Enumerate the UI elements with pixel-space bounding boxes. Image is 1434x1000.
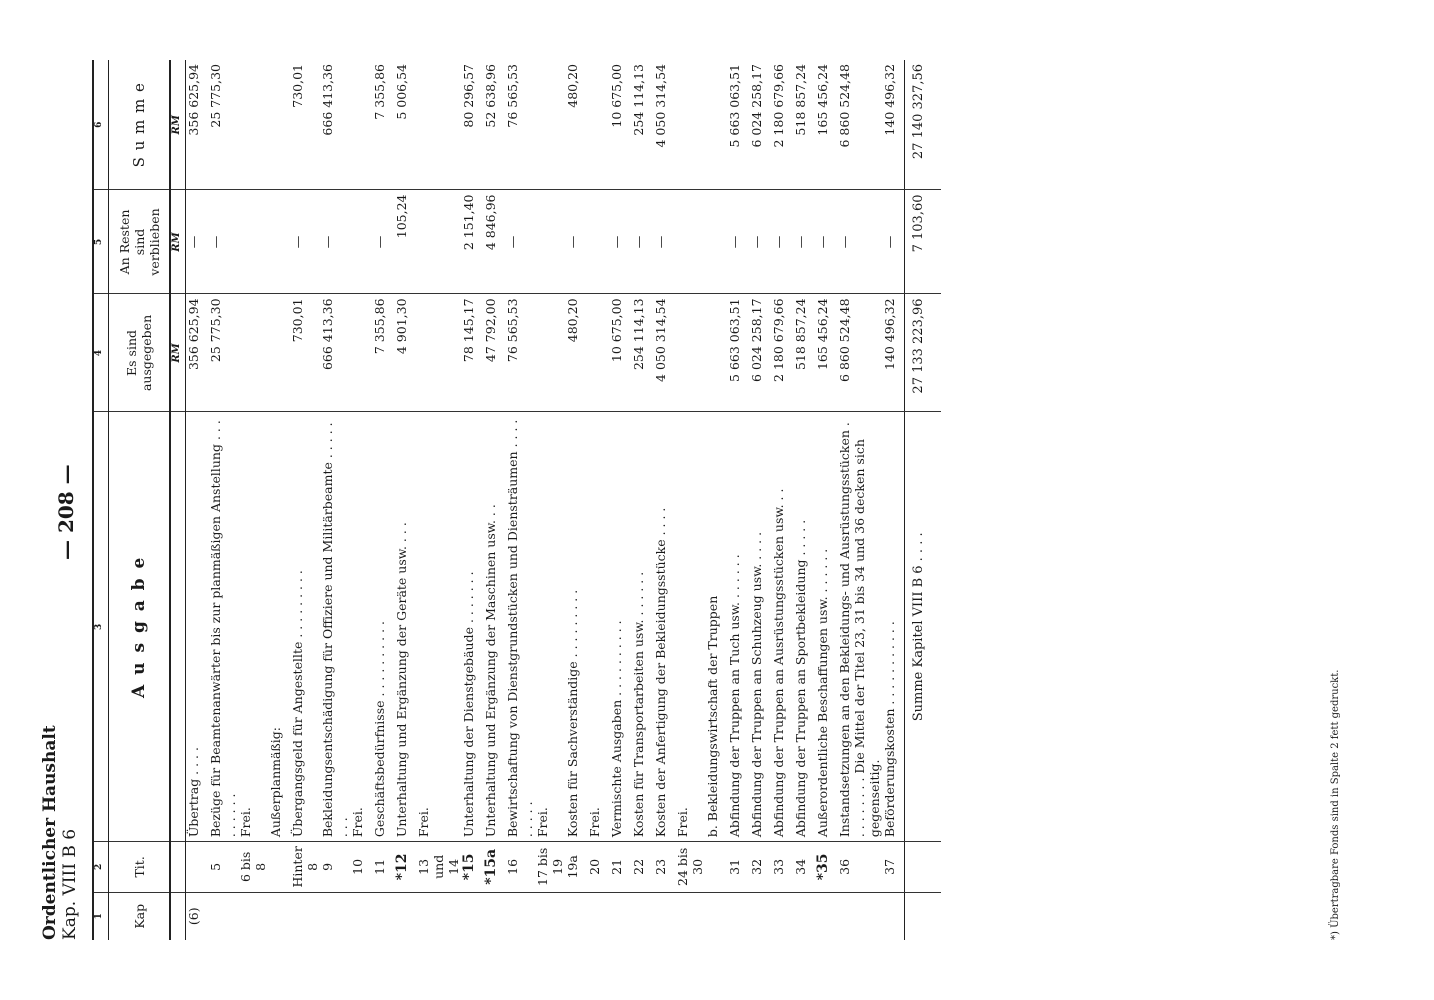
digitization-stamp bbox=[1418, 10, 1432, 410]
row-reste bbox=[535, 190, 565, 294]
row-kap bbox=[505, 892, 535, 940]
row-title-number: *15a bbox=[483, 842, 505, 892]
row-description: Frei. bbox=[675, 412, 705, 842]
row-title-number: 36 bbox=[837, 842, 882, 892]
row-description: b. Bekleidungswirtschaft der Truppen bbox=[705, 412, 727, 842]
row-ausgegeben: 356 625,94 bbox=[186, 294, 209, 412]
row-summe bbox=[268, 60, 290, 190]
row-ausgegeben: 76 565,53 bbox=[505, 294, 535, 412]
table-row bbox=[609, 60, 631, 940]
table-row bbox=[587, 60, 609, 940]
row-summe: 5 006,54 bbox=[394, 64, 409, 120]
row-title-number: 9 bbox=[320, 842, 350, 892]
row-kap bbox=[461, 892, 483, 940]
row-summe bbox=[705, 60, 727, 190]
row-title-number: 16 bbox=[505, 842, 535, 892]
header-tit: Tit. bbox=[109, 842, 171, 892]
table-row bbox=[793, 60, 815, 940]
row-ausgegeben bbox=[416, 294, 461, 412]
column-number: 1 bbox=[93, 892, 109, 940]
row-title-number: 19a bbox=[565, 842, 587, 892]
row-reste bbox=[238, 190, 268, 294]
row-ausgegeben bbox=[675, 294, 705, 412]
row-ausgegeben bbox=[350, 294, 372, 412]
row-kap bbox=[208, 892, 238, 940]
row-reste: — bbox=[631, 190, 653, 294]
row-reste: — bbox=[653, 190, 675, 294]
header-kap: Kap bbox=[109, 892, 171, 940]
row-kap bbox=[815, 892, 837, 940]
row-reste: — bbox=[290, 190, 320, 294]
document-title: Ordentlicher Haushalt bbox=[40, 725, 60, 940]
row-summe: 7 355,86 bbox=[372, 64, 387, 120]
row-summe: 25 775,30 bbox=[208, 64, 223, 128]
total-label: Summe Kapitel VIII B 6 . . . . bbox=[905, 412, 942, 842]
row-title-number: 10 bbox=[350, 842, 372, 892]
table-row bbox=[416, 60, 461, 940]
row-summe: 76 565,53 bbox=[505, 64, 520, 128]
row-summe: 666 413,36 bbox=[320, 64, 335, 136]
table-row bbox=[815, 60, 837, 940]
header-block bbox=[40, 725, 80, 940]
table-row bbox=[320, 60, 350, 940]
row-reste: — bbox=[208, 190, 238, 294]
chapter-subtitle: Kap. VIII B 6 bbox=[60, 828, 80, 940]
row-description: Übergangsgeld für Angestellte . . . . . . . . . bbox=[290, 412, 320, 842]
table-row bbox=[653, 60, 675, 940]
row-summe: 6 860 524,48 bbox=[837, 64, 852, 148]
table-row bbox=[565, 60, 587, 940]
table-row bbox=[837, 60, 882, 940]
row-reste bbox=[268, 190, 290, 294]
row-description: Abfindung der Truppen an Schuhzeug usw. . . . . bbox=[749, 412, 771, 842]
row-ausgegeben: 10 675,00 bbox=[609, 294, 631, 412]
table-row bbox=[208, 60, 238, 940]
row-title-number: 34 bbox=[793, 842, 815, 892]
row-title-number: 13 und 14 bbox=[416, 842, 461, 892]
row-kap: (6) bbox=[186, 892, 209, 940]
table-row bbox=[461, 60, 483, 940]
unit-label: RM bbox=[170, 190, 186, 294]
row-description: Bekleidungsentschädigung für Offiziere und Militärbeamte . . . . . . . . bbox=[320, 412, 350, 842]
row-summe: 2 180 679,66 bbox=[771, 64, 786, 148]
column-number-row bbox=[93, 60, 109, 940]
row-title-number: 20 bbox=[587, 842, 609, 892]
row-kap bbox=[793, 892, 815, 940]
row-summe bbox=[587, 60, 609, 190]
table-row bbox=[505, 60, 535, 940]
row-ausgegeben: 4 050 314,54 bbox=[653, 294, 675, 412]
table-row bbox=[727, 60, 749, 940]
table-row bbox=[705, 60, 727, 940]
row-reste bbox=[675, 190, 705, 294]
row-description: Bezüge für Beamtenanwärter bis zur planmäßigen Anstellung . . . . . . . . . bbox=[208, 412, 238, 842]
budget-table bbox=[92, 60, 941, 940]
row-title-number: *15 bbox=[461, 842, 483, 892]
row-kap bbox=[749, 892, 771, 940]
row-ausgegeben bbox=[587, 294, 609, 412]
row-kap bbox=[837, 892, 882, 940]
row-ausgegeben: 254 114,13 bbox=[631, 294, 653, 412]
row-title-number: 6 bis 8 bbox=[238, 842, 268, 892]
row-title-number: 21 bbox=[609, 842, 631, 892]
header-summe: S u m m e bbox=[109, 60, 171, 190]
row-kap bbox=[535, 892, 565, 940]
row-title-number: *35 bbox=[815, 842, 837, 892]
row-title-number: 31 bbox=[727, 842, 749, 892]
unit-label: RM bbox=[170, 60, 186, 190]
row-kap bbox=[653, 892, 675, 940]
row-reste: — bbox=[320, 190, 350, 294]
row-reste: 2 151,40 bbox=[461, 190, 483, 294]
row-ausgegeben bbox=[268, 294, 290, 412]
row-kap bbox=[587, 892, 609, 940]
table-row bbox=[350, 60, 372, 940]
row-description: Kosten für Transportarbeiten usw. . . . . . . bbox=[631, 412, 653, 842]
row-description: Frei. bbox=[535, 412, 565, 842]
row-ausgegeben bbox=[535, 294, 565, 412]
row-summe: 52 638,96 bbox=[483, 64, 498, 128]
row-summe: 6 024 258,17 bbox=[749, 64, 764, 148]
row-ausgegeben: 6 024 258,17 bbox=[749, 294, 771, 412]
row-reste: — bbox=[186, 190, 209, 294]
row-reste: — bbox=[727, 190, 749, 294]
row-kap bbox=[416, 892, 461, 940]
row-kap bbox=[483, 892, 505, 940]
row-summe: 254 114,13 bbox=[631, 64, 646, 136]
row-ausgegeben: 4 901,30 bbox=[394, 294, 416, 412]
row-ausgegeben: 140 496,32 bbox=[882, 294, 905, 412]
header-ausgegeben: Es sind ausgegeben bbox=[109, 294, 171, 412]
unit-row bbox=[170, 60, 186, 940]
row-kap bbox=[771, 892, 793, 940]
row-kap bbox=[320, 892, 350, 940]
table-row bbox=[675, 60, 705, 940]
row-ausgegeben: 25 775,30 bbox=[208, 294, 238, 412]
row-description: Instandsetzungen an den Bekleidungs- und Ausrüstungsstücken . . . . . . . . . Die Mittel der Titel 23, 31 bis 34 und 36 decken sich gegenseitig. bbox=[837, 412, 882, 842]
row-description: Vermischte Ausgaben . . . . . . . . . . bbox=[609, 412, 631, 842]
row-description: Kosten der Anfertigung der Bekleidungsstücke . . . . bbox=[653, 412, 675, 842]
row-ausgegeben: 730,01 bbox=[290, 294, 320, 412]
row-reste: — bbox=[837, 190, 882, 294]
row-description: Außerordentliche Beschaffungen usw. . . . . . . bbox=[815, 412, 837, 842]
row-description: Bewirtschaftung von Dienstgrundstücken und Diensträumen . . . . . . . . . bbox=[505, 412, 535, 842]
row-title-number: 37 bbox=[882, 842, 905, 892]
row-kap bbox=[350, 892, 372, 940]
row-summe bbox=[238, 60, 268, 190]
row-title-number bbox=[186, 842, 209, 892]
table-row bbox=[268, 60, 290, 940]
row-reste: 105,24 bbox=[394, 190, 416, 294]
row-title-number: 17 bis 19 bbox=[535, 842, 565, 892]
row-reste: — bbox=[815, 190, 837, 294]
row-summe: 5 663 063,51 bbox=[727, 64, 742, 148]
row-summe: 4 050 314,54 bbox=[653, 64, 668, 148]
table-row bbox=[238, 60, 268, 940]
total-ausgegeben: 27 133 223,96 bbox=[905, 294, 942, 412]
row-summe bbox=[350, 60, 372, 190]
row-kap bbox=[565, 892, 587, 940]
header-ausgabe: A u s g a b e bbox=[109, 412, 171, 842]
column-number: 6 bbox=[93, 60, 109, 190]
row-kap bbox=[238, 892, 268, 940]
row-reste bbox=[350, 190, 372, 294]
row-description: Frei. bbox=[350, 412, 372, 842]
row-summe bbox=[675, 60, 705, 190]
row-ausgegeben: 2 180 679,66 bbox=[771, 294, 793, 412]
row-ausgegeben: 666 413,36 bbox=[320, 294, 350, 412]
row-kap bbox=[727, 892, 749, 940]
row-ausgegeben: 78 145,17 bbox=[461, 294, 483, 412]
row-reste bbox=[705, 190, 727, 294]
row-summe bbox=[416, 60, 461, 190]
row-summe: 165 456,24 bbox=[815, 64, 830, 136]
row-kap bbox=[609, 892, 631, 940]
row-description: Frei. bbox=[416, 412, 461, 842]
row-reste: — bbox=[793, 190, 815, 294]
row-reste: — bbox=[771, 190, 793, 294]
row-ausgegeben: 47 792,00 bbox=[483, 294, 505, 412]
row-summe bbox=[535, 60, 565, 190]
row-reste bbox=[416, 190, 461, 294]
row-description: Beförderungskosten . . . . . . . . . . . bbox=[882, 412, 905, 842]
row-title-number: 24 bis 30 bbox=[675, 842, 705, 892]
row-summe: 480,20 bbox=[565, 64, 580, 108]
row-kap bbox=[290, 892, 320, 940]
column-number: 3 bbox=[93, 412, 109, 842]
row-description: Abfindung der Truppen an Ausrüstungsstücken usw. . . bbox=[771, 412, 793, 842]
table-row bbox=[186, 60, 209, 940]
row-ausgegeben: 480,20 bbox=[565, 294, 587, 412]
row-title-number bbox=[705, 842, 727, 892]
row-description: Unterhaltung der Dienstgebäude . . . . . . . bbox=[461, 412, 483, 842]
row-kap bbox=[675, 892, 705, 940]
row-description: Frei. bbox=[238, 412, 268, 842]
row-description: Unterhaltung und Ergänzung der Geräte usw. . . . bbox=[394, 412, 416, 842]
row-ausgegeben: 165 456,24 bbox=[815, 294, 837, 412]
row-title-number bbox=[268, 842, 290, 892]
row-title-number: 22 bbox=[631, 842, 653, 892]
row-summe: 356 625,94 bbox=[186, 64, 201, 136]
row-reste: — bbox=[749, 190, 771, 294]
header-reste: An Resten sind verblieben bbox=[109, 190, 171, 294]
row-description: Frei. bbox=[587, 412, 609, 842]
row-ausgegeben: 518 857,24 bbox=[793, 294, 815, 412]
row-kap bbox=[268, 892, 290, 940]
row-reste bbox=[587, 190, 609, 294]
row-description: Abfindung der Truppen an Sportbekleidung . . . . . bbox=[793, 412, 815, 842]
total-reste: 7 103,60 bbox=[905, 190, 942, 294]
row-description: Geschäftsbedürfnisse . . . . . . . . . . bbox=[372, 412, 394, 842]
table-row bbox=[882, 60, 905, 940]
row-description: Abfindung der Truppen an Tuch usw. . . . . . . bbox=[727, 412, 749, 842]
table-row bbox=[771, 60, 793, 940]
row-kap bbox=[372, 892, 394, 940]
row-description: Übertrag . . . . bbox=[186, 412, 209, 842]
table-row bbox=[483, 60, 505, 940]
row-reste: — bbox=[609, 190, 631, 294]
row-description: Außerplanmäßig: bbox=[268, 412, 290, 842]
row-kap bbox=[631, 892, 653, 940]
row-title-number: 32 bbox=[749, 842, 771, 892]
column-header-row bbox=[109, 60, 171, 940]
table-row bbox=[290, 60, 320, 940]
row-summe: 10 675,00 bbox=[609, 64, 624, 128]
table-row bbox=[631, 60, 653, 940]
row-ausgegeben bbox=[705, 294, 727, 412]
row-ausgegeben: 6 860 524,48 bbox=[837, 294, 882, 412]
row-title-number: 11 bbox=[372, 842, 394, 892]
row-reste: — bbox=[882, 190, 905, 294]
row-description: Unterhaltung und Ergänzung der Maschinen usw. . . bbox=[483, 412, 505, 842]
row-kap bbox=[882, 892, 905, 940]
column-number: 5 bbox=[93, 190, 109, 294]
unit-label: RM bbox=[170, 294, 186, 412]
table-row bbox=[535, 60, 565, 940]
row-summe: 140 496,32 bbox=[882, 64, 897, 136]
row-title-number: *12 bbox=[394, 842, 416, 892]
page-number: — 208 — bbox=[54, 464, 78, 560]
row-reste: — bbox=[372, 190, 394, 294]
table-row bbox=[394, 60, 416, 940]
column-number: 2 bbox=[93, 842, 109, 892]
row-kap bbox=[705, 892, 727, 940]
row-description: Kosten für Sachverständige . . . . . . . . . bbox=[565, 412, 587, 842]
row-summe: 730,01 bbox=[290, 64, 305, 108]
row-reste: 4 846,96 bbox=[483, 190, 505, 294]
row-reste: — bbox=[505, 190, 535, 294]
total-summe: 27 140 327,56 bbox=[905, 60, 942, 190]
column-number: 4 bbox=[93, 294, 109, 412]
row-ausgegeben: 5 663 063,51 bbox=[727, 294, 749, 412]
row-reste: — bbox=[565, 190, 587, 294]
row-summe: 80 296,57 bbox=[461, 64, 476, 128]
row-ausgegeben bbox=[238, 294, 268, 412]
row-title-number: 33 bbox=[771, 842, 793, 892]
row-title-number: 5 bbox=[208, 842, 238, 892]
footnote: *) Übertragbare Fonds sind in Spalte 2 fett gedruckt. bbox=[1330, 669, 1341, 940]
row-summe: 518 857,24 bbox=[793, 64, 808, 136]
table-row bbox=[749, 60, 771, 940]
row-ausgegeben: 7 355,86 bbox=[372, 294, 394, 412]
total-row bbox=[905, 60, 942, 940]
row-kap bbox=[394, 892, 416, 940]
row-title-number: 23 bbox=[653, 842, 675, 892]
row-title-number: Hinter 8 bbox=[290, 842, 320, 892]
table-row bbox=[372, 60, 394, 940]
